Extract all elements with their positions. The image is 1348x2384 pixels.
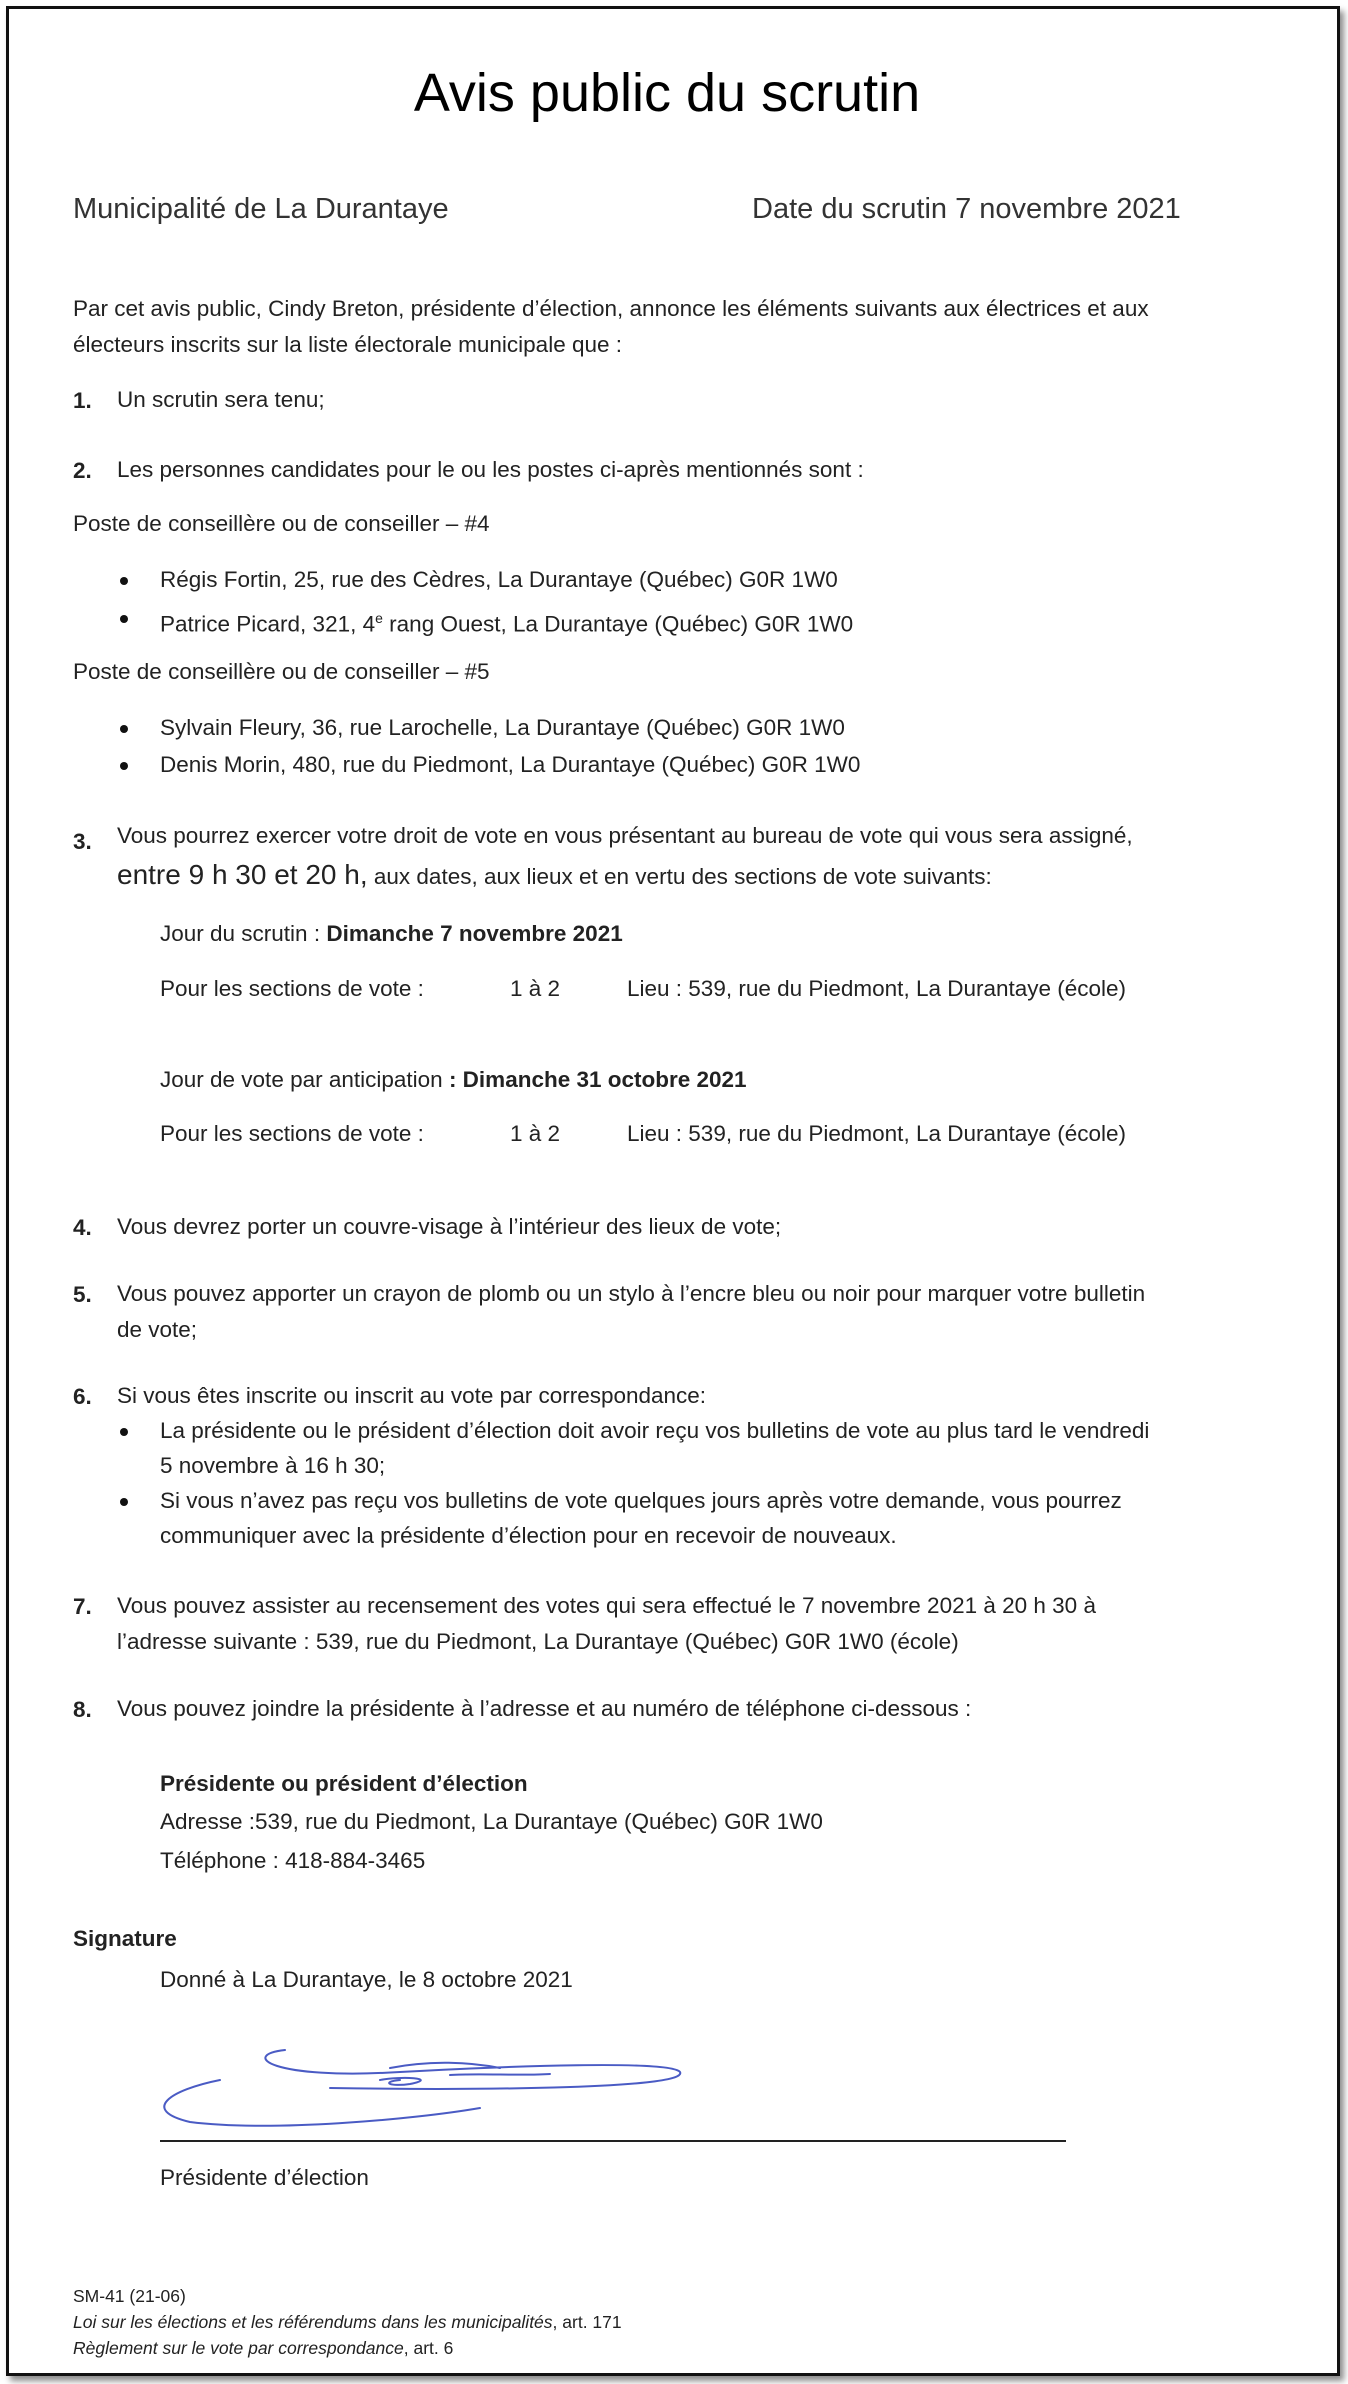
intro-line-2: électeurs inscrits sur la liste électorale municipale que : — [73, 332, 622, 357]
candidate-4b: Patrice Picard, 321, 4e rang Ouest, La Durantaye (Québec) G0R 1W0 — [160, 610, 854, 637]
item-7-text-1: Vous pouvez assister au recensement des votes qui sera effectué le 7 novembre 2021 à 20 h 30 à — [117, 1593, 1096, 1618]
regulation-reference: Règlement sur le vote par correspondance, art. 6 — [73, 2338, 454, 2358]
bullet-icon — [120, 577, 128, 585]
bullet-icon — [120, 1498, 128, 1506]
item-number-8: 8. — [73, 1697, 92, 1722]
item-number-5: 5. — [73, 1282, 92, 1307]
item-number-2: 2. — [73, 458, 92, 483]
item-4-text: Vous devrez porter un couvre-visage à l’intérieur des lieux de vote; — [117, 1214, 782, 1239]
candidate-5a: Sylvain Fleury, 36, rue Larochelle, La Durantaye (Québec) G0R 1W0 — [160, 715, 845, 740]
bullet-icon — [120, 1428, 128, 1436]
item-number-3: 3. — [73, 829, 92, 854]
signature-role: Présidente d’élection — [160, 2165, 369, 2190]
item-6-bullet-2a: Si vous n’avez pas reçu vos bulletins de vote quelques jours après votre demande, vous pourrez — [160, 1488, 1122, 1513]
signature-line — [160, 2140, 1066, 2142]
poste-4-heading: Poste de conseillère ou de conseiller – #4 — [73, 511, 490, 536]
page-title: Avis public du scrutin — [413, 63, 921, 123]
item-number-1: 1. — [73, 388, 92, 413]
item-3-text-2: entre 9 h 30 et 20 h, aux dates, aux lieux et en vertu des sections de vote suivants: — [117, 859, 992, 890]
bullet-icon — [120, 615, 128, 623]
election-day: Jour du scrutin : Dimanche 7 novembre 2021 — [160, 921, 623, 946]
intro-line-1: Par cet avis public, Cindy Breton, présidente d’élection, annonce les éléments suivants aux électrices et aux — [73, 296, 1149, 321]
item-5-text-2: de vote; — [117, 1317, 198, 1342]
form-code: SM-41 (21-06) — [73, 2286, 186, 2306]
advance-vote-day: Jour de vote par anticipation : Dimanche 31 octobre 2021 — [160, 1067, 747, 1092]
election-date: Date du scrutin 7 novembre 2021 — [752, 193, 1181, 225]
sections-value: 1 à 2 — [510, 976, 561, 1001]
item-6-bullet-1a: La présidente ou le président d’élection doit avoir reçu vos bulletins de vote au plus tard le vendredi — [160, 1418, 1150, 1443]
item-2-text: Les personnes candidates pour le ou les postes ci-après mentionnés sont : — [117, 457, 864, 482]
signature-heading: Signature — [73, 1926, 177, 1951]
item-number-6: 6. — [73, 1384, 92, 1409]
polling-place: Lieu : 539, rue du Piedmont, La Durantaye (école) — [627, 976, 1127, 1001]
contact-address: Adresse :539, rue du Piedmont, La Durantaye (Québec) G0R 1W0 — [160, 1809, 823, 1834]
item-1-text: Un scrutin sera tenu; — [117, 387, 325, 412]
item-5-text-1: Vous pouvez apporter un crayon de plomb ou un stylo à l’encre bleu ou noir pour marquer votre bulletin — [117, 1281, 1146, 1306]
signature-given: Donné à La Durantaye, le 8 octobre 2021 — [160, 1967, 573, 1992]
sections-value-advance: 1 à 2 — [510, 1121, 561, 1146]
item-number-7: 7. — [73, 1594, 92, 1619]
municipality-name: Municipalité de La Durantaye — [73, 193, 449, 225]
item-3-text-1: Vous pourrez exercer votre droit de vote en vous présentant au bureau de vote qui vous sera assigné, — [117, 823, 1133, 848]
polling-place-advance: Lieu : 539, rue du Piedmont, La Durantaye (école) — [627, 1121, 1127, 1146]
item-6-bullet-2b: communiquer avec la présidente d’élection pour en recevoir de nouveaux. — [160, 1523, 897, 1548]
sections-label-advance: Pour les sections de vote : — [160, 1121, 424, 1146]
item-7-text-2: l’adresse suivante : 539, rue du Piedmont, La Durantaye (Québec) G0R 1W0 (école) — [117, 1629, 959, 1654]
candidate-5b: Denis Morin, 480, rue du Piedmont, La Durantaye (Québec) G0R 1W0 — [160, 752, 861, 777]
law-reference: Loi sur les élections et les référendums dans les municipalités, art. 171 — [73, 2312, 622, 2332]
bullet-icon — [120, 762, 128, 770]
handwritten-signature — [150, 2030, 710, 2130]
contact-heading: Présidente ou président d’élection — [160, 1771, 528, 1796]
candidate-4a: Régis Fortin, 25, rue des Cèdres, La Durantaye (Québec) G0R 1W0 — [160, 567, 838, 592]
poste-5-heading: Poste de conseillère ou de conseiller – #5 — [73, 659, 490, 684]
item-6-text: Si vous êtes inscrite ou inscrit au vote par correspondance: — [117, 1383, 707, 1408]
item-8-text: Vous pouvez joindre la présidente à l’adresse et au numéro de téléphone ci-dessous : — [117, 1696, 972, 1721]
item-6-bullet-1b: 5 novembre à 16 h 30; — [160, 1453, 386, 1478]
sections-label: Pour les sections de vote : — [160, 976, 424, 1001]
item-number-4: 4. — [73, 1215, 92, 1240]
bullet-icon — [120, 725, 128, 733]
contact-phone: Téléphone : 418-884-3465 — [160, 1848, 426, 1873]
